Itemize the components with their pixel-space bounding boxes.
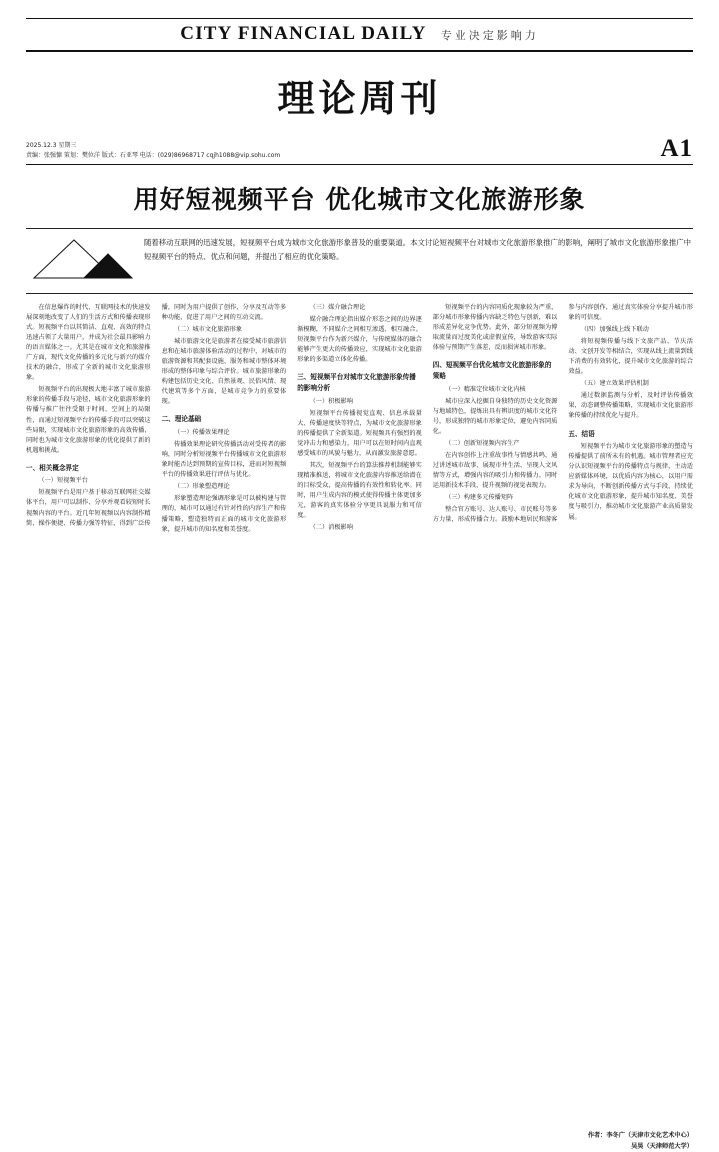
article-headline: 用好短视频平台 优化城市文化旅游形象	[133, 185, 586, 214]
top-rule	[26, 18, 693, 19]
mountain-decoration-icon	[26, 236, 144, 285]
body-paragraph: 媒介融合理论指出媒介形态之间的边界逐渐模糊，不同媒介之间相互渗透、相互融合。短视频平台作为新兴媒介，与传统媒体的融合能够产生更大的传播效应，实现城市文化旅游形象的多渠道立体化传播。	[297, 316, 422, 364]
body-paragraph: 形象塑造理论强调形象是可以被构建与管理的，城市可以通过有针对性的内容生产和传播策略，塑造独特而正面的城市文化旅游形象，提升城市的知名度和美誉度。	[161, 495, 287, 533]
body-paragraph: （一）传播效果理论	[173, 429, 230, 437]
abstract-block	[26, 228, 693, 294]
body-paragraph: 将短视频传播与线下文旅产品、节庆活动、文创开发等相结合，实现从线上流量到线下消费的有效转化，提升城市文化旅游的综合效益。	[568, 338, 693, 376]
body-paragraph: 城市应深入挖掘自身独特的历史文化资源与地域特色，提炼出具有辨识度的城市文化符号，形成独特的城市形象定位，避免内容同质化。	[432, 397, 558, 435]
body-paragraph: 其次，短视频平台的算法推荐机制能够实现精准推送，将城市文化旅游内容推送给潜在的目标受众，提高传播的有效性和转化率。同时，用户生成内容的模式使得传播主体更加多元，游客的真实体验分享更具说服力和可信度。	[297, 461, 422, 520]
body-paragraph: （二）消极影响	[309, 524, 353, 532]
body-paragraph: （二）城市文化旅游形象	[173, 326, 243, 334]
page-title: 理论周刊	[277, 77, 442, 120]
body-paragraph: （一）积极影响	[309, 397, 353, 405]
body-paragraph: （二）创新短视频内容生产	[445, 439, 520, 447]
body-paragraph: （五）建立效果评估机制	[580, 380, 649, 388]
body-paragraph: 短视频平台传播视觉直观、信息承载量大、传播速度快等特点，为城市文化旅游形象的传播提供了全新渠道。短视频具有强烈的视觉冲击力和感染力，用户可以在短时间内直观感受城市的风貌与魅力，从而激发旅游意愿。	[297, 409, 422, 457]
body-paragraph: （四）加强线上线下联动	[580, 326, 649, 334]
article-signature	[26, 1131, 693, 1152]
masthead-title-en: CITY FINANCIAL DAILY	[180, 23, 427, 44]
publication-date: 2025.12.3 星期三	[26, 141, 77, 149]
body-paragraph: （一）精准定位城市文化内核	[445, 385, 526, 393]
body-paragraph: 短视频平台为城市文化旅游形象的塑造与传播提供了前所未有的机遇。城市管理者应充分认识短视频平台的传播特点与规律，主动适应新媒体环境，以优质内容为核心，以用户需求为导向，不断创新传播方式与手段，持续优化城市文化旅游形象，提升城市知名度、美誉度与吸引力，推动城市文化旅游产业高质量发展。	[568, 443, 693, 521]
body-paragraph: （二）形象塑造理论	[173, 483, 230, 491]
section-heading: 四、短视频平台优化城市文化旅游形象的策略	[432, 361, 552, 380]
signature-line-2: 吴昊（天津师范大学）	[631, 1142, 693, 1150]
body-paragraph: 短视频平台是用户基于移动互联网社交媒体平台，用户可以制作、分享并观看较短时长视频内容的平台。近几年短视频以内容制作精简、操作便捷、传播力强等特征，得到广泛传播，同时为用户提供了创作、分享及互动等多种功能，促进了用户之间的互动交流。	[26, 304, 287, 527]
body-paragraph: （一）短视频平台	[38, 477, 88, 485]
body-paragraph: 在信息爆炸的时代，互联网技术的快速发展深刻地改变了人们的生活方式和传播表现形式。短视频平台以其简洁、直观、高效的特点迅速占领了大量用户，并成为社会最具影响力的语言媒体之一。尤其是在城市文化和旅游推广方面，现代文化传播的多元化与新兴的媒介技术的融合，形成了全新的城市文化旅游形象。	[26, 304, 151, 382]
page-number: A1	[660, 135, 693, 162]
body-paragraph: 整合官方账号、达人账号、市民账号等多方力量，形成传播合力。鼓励本地居民和游客参与内容创作，通过真实体验分享提升城市形象的可信度。	[432, 304, 693, 524]
masthead-slogan: 专业决定影响力	[440, 29, 539, 42]
signature-line-1: 作者：李冬广（天津市文化艺术中心）	[587, 1132, 693, 1139]
body-paragraph: （三）构建多元传播矩阵	[445, 494, 514, 502]
article-body	[26, 303, 693, 1123]
publication-info	[26, 141, 280, 161]
article-abstract: 随着移动互联网的迅速发展，短视频平台成为城市文化旅游形象普及的重要渠道。本文讨论短视频平台对城市文化旅游形象推广的影响，阐明了城市文化旅游形象推广中短视频平台的特点、优点和问题，并提出了相应的优化策略。	[144, 238, 691, 261]
editorial-credits: 责编：张强慷 策划：樊位洋 版式：石亚琴 电话：(029)86968717 cqjh1088@vip.sohu.com	[26, 151, 281, 159]
section-heading: 五、结语	[568, 429, 595, 438]
masthead	[26, 23, 693, 52]
body-paragraph: 城市旅游文化是旅游者在接受城市旅游信息和在城市旅游体验活动的过程中，对城市的旅游资源和其配套设施、服务和城市整体环境形成的整体印象与综合评价。城市旅游形象的构建包括历史文化、自然景观、民俗风情、现代建筑等多个方面，是城市竞争力的重要体现。	[161, 338, 287, 406]
body-paragraph: 在内容创作上注重故事性与情感共鸣，通过讲述城市故事、展现市井生活、呈现人文风情等方式，增强内容的吸引力和传播力。同时运用新技术手段，提升视频的视觉表现力。	[432, 451, 558, 489]
body-paragraph: （三）媒介融合理论	[309, 304, 366, 311]
body-paragraph: 传播效果理论研究传播活动对受传者的影响，同时分析短视频平台传播城市文化旅游形象时能否达到预期的宣传目标，进而对短视频平台的传播效果进行评估与优化。	[161, 441, 287, 479]
section-heading: 三、短视频平台对城市文化旅游形象传播的影响分析	[297, 373, 416, 392]
info-bar	[26, 136, 693, 165]
section-heading: 二、理论基础	[161, 415, 202, 424]
body-paragraph: 短视频平台的内容同质化现象较为严重，部分城市形象传播内容缺乏特色与创新，难以形成差异化竞争优势。此外，部分短视频为博取流量而过度美化或虚假宣传，导致游客实际体验与预期产生落差，反而损害城市形象。	[432, 304, 558, 352]
body-paragraph: 短视频平台的出现极大地丰富了城市旅游形象的传播手段与途径，城市文化旅游形象的传播与推广往往受限于时间、空间上的局限性，而通过短视频平台的传播手段可以突破这些局限，实现城市文化旅游形象的高效传播，同时也为城市文化旅游形象的优化提供了新的机遇和挑战。	[26, 386, 151, 454]
body-paragraph: 通过数据监测与分析，及时评估传播效果，动态调整传播策略，实现城市文化旅游形象传播的持续优化与提升。	[568, 392, 693, 420]
section-heading: 一、相关概念界定	[26, 463, 79, 472]
